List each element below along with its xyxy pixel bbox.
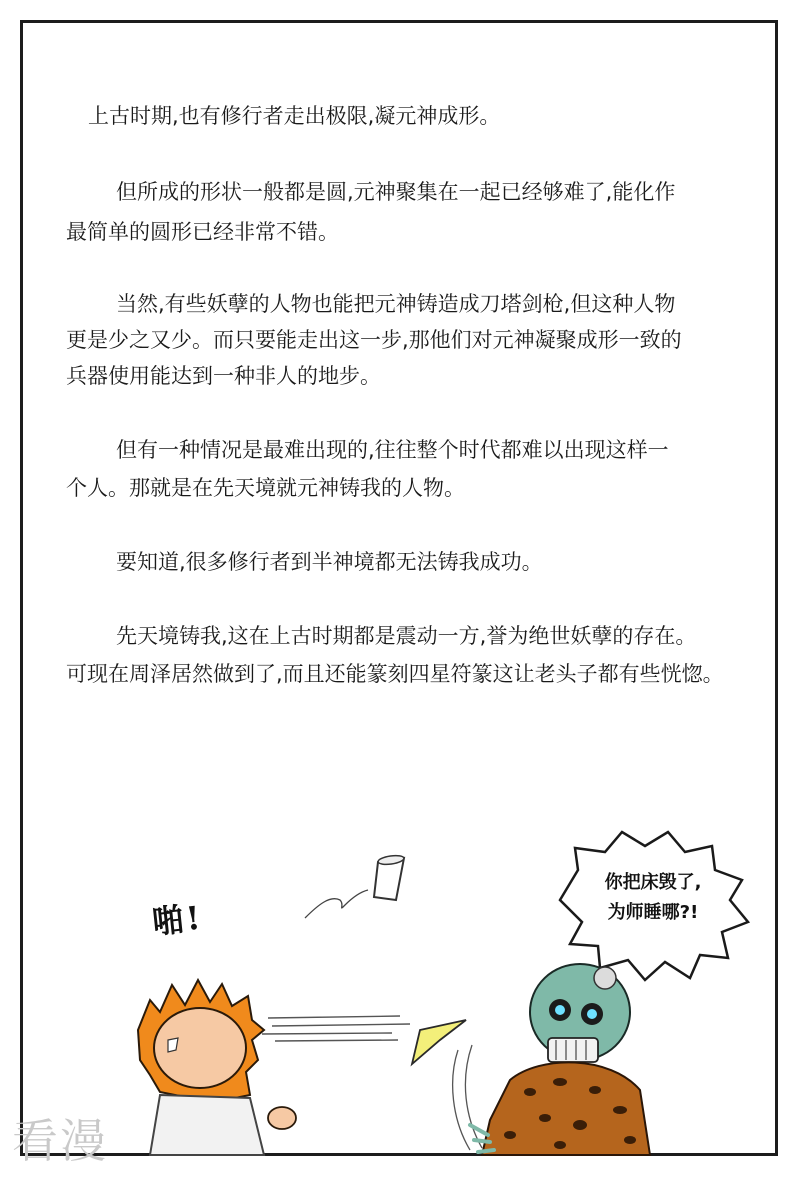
narration-line: 上古时期,也有修行者走出极限,凝元神成形。 [88, 104, 501, 128]
narration-line: 兵器使用能达到一种非人的地步。 [66, 364, 381, 388]
speed-lines [262, 1016, 410, 1041]
skeleton-old-man [470, 964, 650, 1155]
motion-swirl [305, 890, 368, 918]
narration-line: 可现在周泽居然做到了,而且还能篆刻四星符篆这让老头子都有些恍惚。 [66, 662, 724, 686]
narration-line: 最简单的圆形已经非常不错。 [66, 220, 339, 244]
narration-line: 要知道,很多修行者到半神境都无法铸我成功。 [116, 550, 543, 574]
narration-line: 但有一种情况是最难出现的,往往整个时代都难以出现这样一 [116, 438, 669, 462]
boy-character [138, 980, 296, 1155]
speech-bubble-text [568, 868, 738, 928]
narration-line: 个人。那就是在先天境就元神铸我的人物。 [66, 476, 465, 500]
narration-line: 先天境铸我,这在上古时期都是震动一方,誉为绝世妖孽的存在。 [116, 624, 697, 648]
speech-line-2: 为师睡哪?! [607, 902, 699, 923]
narration-line: 更是少之又少。而只要能走出这一步,那他们对元神凝聚成形一致的 [66, 328, 682, 352]
watermark: 看漫 [12, 1114, 108, 1168]
narration-line: 当然,有些妖孽的人物也能把元神铸造成刀塔剑枪,但这种人物 [116, 292, 676, 316]
speech-line-1: 你把床毁了, [604, 872, 702, 893]
yellow-projectile [412, 1020, 466, 1064]
narration-line: 但所成的形状一般都是圆,元神聚集在一起已经够难了,能化作 [116, 180, 676, 204]
flying-cup [374, 854, 404, 900]
sound-effect: 啪! [150, 898, 205, 942]
